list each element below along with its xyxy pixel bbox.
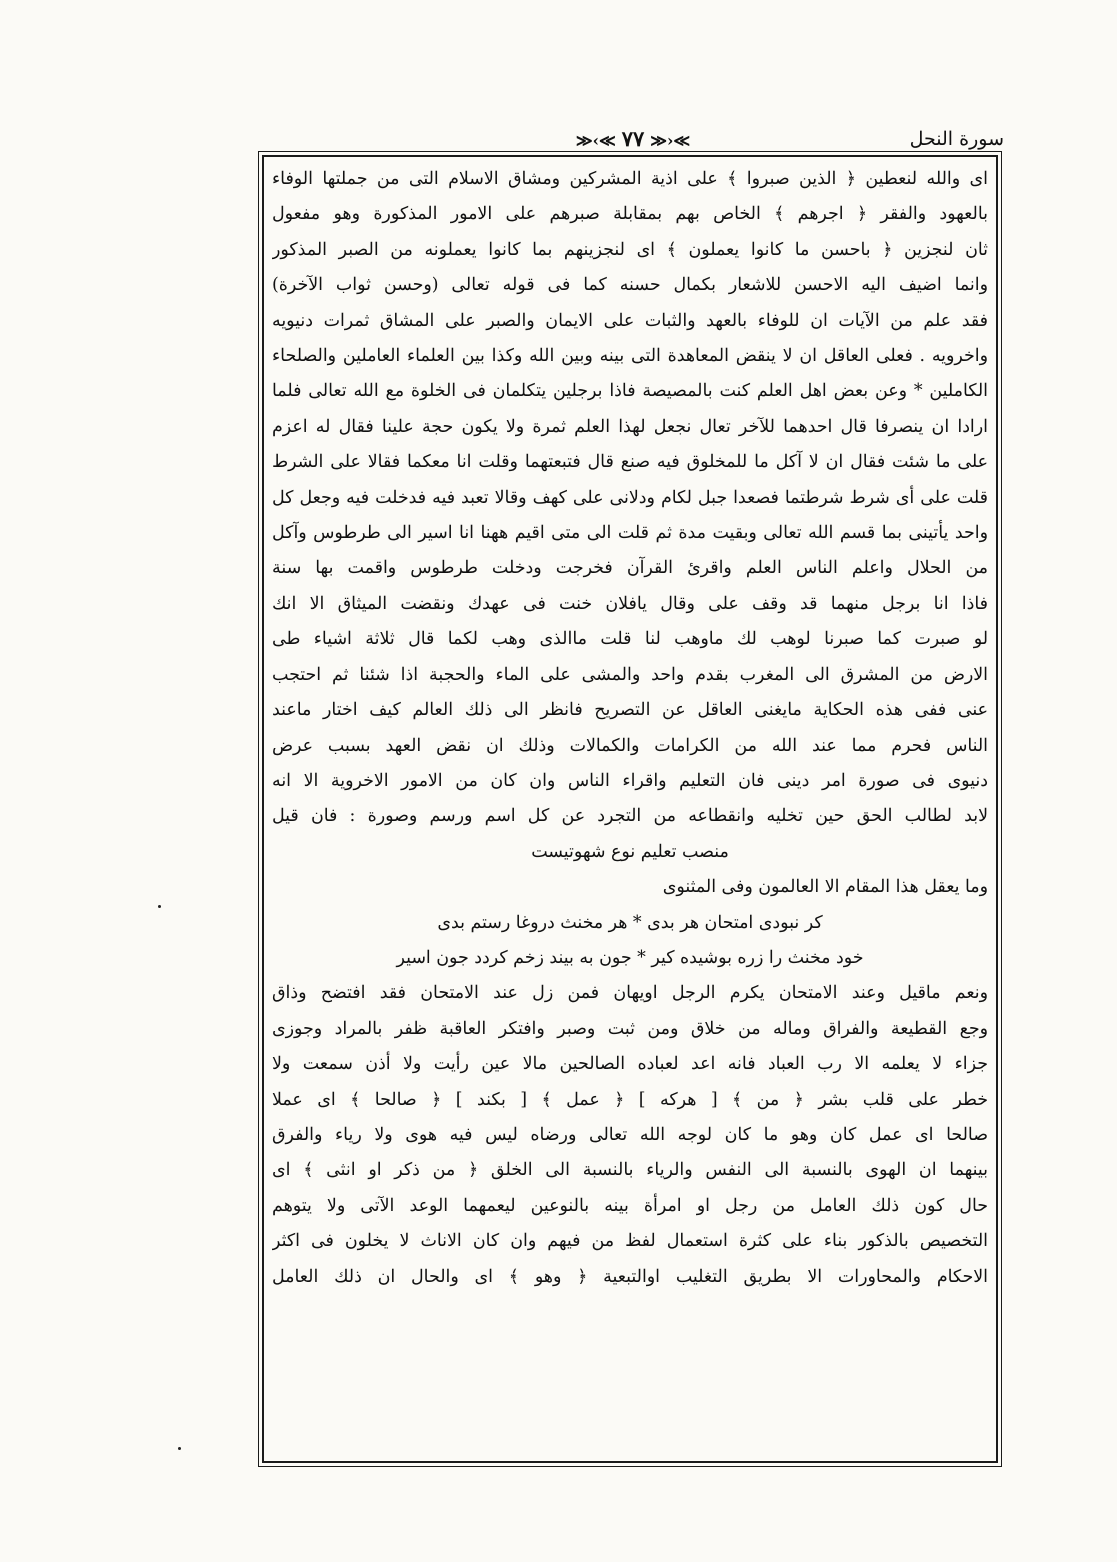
text-line: الناس فحرم مما عند الله من الكرامات والكمالات وذلك ان نقض العهد بسبب عرض (272, 735, 988, 756)
text-line: الاحكام والمحاورات الا بطريق التغليب اوالتبعية ﴿ وهو ﴾ اى والحال ان ذلك العامل (272, 1266, 988, 1287)
text-line: وانما اضيف اليه الاحسن للاشعار بكمال حسنه كما فى قوله تعالى (وحسن ثواب الآخرة) (272, 275, 988, 296)
text-line: على ما شئت فقال ان لا آكل ما للمخلوق فيه صنع قال فتبعتهما وقلت انا معكما فقالا على الشرط (272, 452, 988, 473)
text-line: حال كون ذلك العامل من رجل او امرأة بينه بالنوعين ليعمهما الوعد الآتى ولا يتوهم (272, 1195, 988, 1216)
text-line: فقد علم من الآيات ان للوفاء بالعهد والثبات على الايمان والصبر على المشاق ثمرات دنيويه (272, 310, 988, 331)
text-line: قلت على أى شرط شرطتما فصعدا جبل لكام ودلانى على كهف وقالا تعبد فيه فدخلت فيه وجعل كل (272, 487, 988, 508)
text-line: اى والله لنعطين ﴿ الذين صبروا ﴾ على اذية المشركين ومشاق الاسلام التى من جملتها الوفاء (272, 169, 988, 189)
print-speck (158, 905, 161, 908)
text-line: ونعم ماقيل وعند الامتحان يكرم الرجل اويهان فمن زل عند الامتحان فقد افتضح وذاق (272, 983, 988, 1004)
text-line: التخصيص بالذكور بناء على كثرة استعمال لفظ من فيهم وان كان الاناث لا يخلون فى اكثر (272, 1231, 988, 1252)
text-line: جزاء لا يعلمه الا رب العباد فانه اعد لعباده الصالحين مالا عين رأيت ولا أذن سمعت ولا (272, 1054, 988, 1075)
mathnawi-verse-line: كر نبودى امتحان هر بدى * هر مخنث دروغا رستم بدى (437, 912, 823, 933)
page-number: ٧٧ (621, 126, 645, 151)
page-body (272, 162, 988, 1295)
text-line: الكاملين * وعن بعض اهل العلم كنت بالمصيصة فاذا برجلين يتكلمان فى الخلوة مع الله تعالى فلما (272, 381, 988, 402)
text-line: لابد لطالب الحق حين تخليه وانقطاعه من التجرد عن كل اسم ورسم وصورة : فان قيل (272, 806, 988, 827)
text-line: وما يعقل هذا المقام الا العالمون وفى المثنوى (662, 877, 988, 898)
text-line: وجع القطيعة والفراق وماله من خلاق ومن ثبت وصبر وافتكر العاقبة ظفر بالمراد وجوزى (272, 1018, 988, 1039)
text-line: واحد يأتينى بما قسم الله تعالى وبقيت مدة ثم قلت الى متى اقيم ههنا انا اسير الى طرطوس وآكل (272, 523, 988, 544)
text-line: واخرويه . فعلى العاقل ان لا ينقض المعاهدة التى بينه وبين الله وكذا بين العلماء العاملين والصلحاء (272, 346, 988, 367)
text-line: بالعهود والفقر ﴿ اجرهم ﴾ الخاص بهم بمقابلة صبرهم على الامور المذكورة وهو مفعول (272, 204, 988, 225)
text-line: عنى ففى هذه الحكاية مايغنى العاقل عن التصريح فانظر الى ذلك العالم كيف اختار ماعند (272, 700, 988, 721)
text-line: فاذا انا برجل منهما قد وقف على وقال يافلان خنت فى عهدك ونقضت الميثاق الا انك (272, 593, 988, 614)
text-line: الارض من المشرق الى المغرب بقدم واحد والمشى على الماء والحجبة اذا شئنا ثم احتجب (272, 664, 988, 685)
ornament-icon: ≫›≪ (575, 131, 616, 150)
text-line: من الحلال واعلم الناس العلم واقرئ القرآن فخرجت ودخلت طرطوس واقمت بها سنة (272, 558, 988, 579)
text-line: صالحا اى عمل كان وهو ما كان لوجه الله تعالى ورضاه ليس فيه هوى ولا رياء والفرق (272, 1124, 988, 1145)
print-speck (178, 1447, 181, 1450)
text-line: ارادا ان ينصرفا قال احدهما للآخر تعال نجعل لهذا العلم ثمرة ولا يكون حجة علينا فقال له اعزم (272, 416, 988, 437)
surah-title: سورة النحل (909, 128, 1004, 150)
text-line: ثان لنجزين ﴿ باحسن ما كانوا يعملون ﴾ اى لنجزينهم بما كانوا يعملونه من الصبر المذكور (272, 239, 988, 260)
text-line: دنيوى فى صورة امر دينى فان التعليم واقراء الناس وان كان من الامور الاخروية الا انه (272, 770, 988, 791)
text-line: خطر على قلب بشر ﴿ من ﴾ [ هركه ] ﴿ عمل ﴾ [ بكند ] ﴿ صالحا ﴾ اى عملا (272, 1089, 988, 1110)
mathnawi-verse-line: خود مخنث را زره بوشيده كير * جون به بيند زخم كردد جون اسير (396, 947, 864, 968)
text-line: لو صبرت كما صبرنا لوهب لك ماوهب لنا قلت ماالذى وهب لكما قال ثلاثة اشياء طى (272, 629, 988, 650)
persian-verse-line: منصب تعليم نوع شهوتيست (531, 841, 729, 862)
ornament-icon: ≫‹≪ (650, 131, 691, 150)
text-line: بينهما ان الهوى بالنسبة الى النفس والرياء بالنسبة الى الخلق ﴿ من ذكر او انثى ﴾ اى (272, 1160, 988, 1181)
page-number-block (570, 126, 696, 151)
